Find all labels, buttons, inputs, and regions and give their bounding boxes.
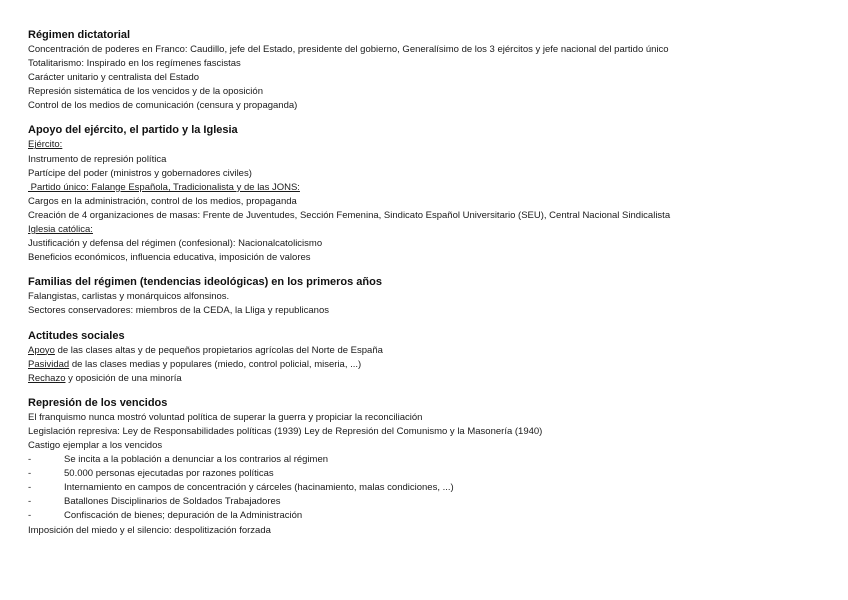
- list-item: [28, 453, 828, 467]
- list-item: [28, 509, 828, 523]
- text-line: Imposición del miedo y el silencio: despolitización forzada: [28, 524, 271, 536]
- text-line: Legislación represiva: Ley de Responsabilidades políticas (1939) Ley de Represión del Comunismo y la Masonería (1940): [28, 425, 543, 437]
- text-line: Cargos en la administración, control de los medios, propaganda: [28, 195, 297, 207]
- subheading: [28, 181, 828, 195]
- text-line: Justificación y defensa del régimen (confesional): Nacionalcatolicismo: [28, 238, 323, 250]
- line-text: de las clases altas y de pequeños propietarios agrícolas del Norte de España: [54, 344, 383, 356]
- subheading-label: Partido único: Falange Española, Tradicionalista y de las JONS:: [28, 181, 300, 193]
- text-line: [28, 358, 828, 372]
- section: [28, 123, 828, 265]
- text-line: [28, 372, 828, 386]
- list-bullet: -: [28, 482, 32, 494]
- section-heading: Actitudes sociales: [28, 329, 125, 342]
- text-line: Castigo ejemplar a los vencidos: [28, 439, 163, 451]
- section: [28, 275, 828, 318]
- section: [28, 28, 828, 113]
- section-heading: Régimen dictatorial: [28, 29, 131, 41]
- section-heading: Familias del régimen (tendencias ideológicas) en los primeros años: [28, 276, 382, 289]
- text-line: Creación de 4 organizaciones de masas: Frente de Juventudes, Sección Femenina, Sindicato Español Universitario (SEU), Central Nacional Sindicalista: [28, 209, 671, 221]
- text-line: Represión sistemática de los vencidos y de la oposición: [28, 86, 263, 98]
- list-item-text: Batallones Disciplinarios de Soldados Trabajadores: [64, 496, 281, 508]
- subheading-label: Iglesia católica:: [28, 224, 93, 236]
- lead-word: Pasividad: [28, 358, 70, 370]
- list-item-text: 50.000 personas ejecutadas por razones políticas: [64, 468, 274, 480]
- list-item-text: Confiscación de bienes; depuración de la Administración: [64, 510, 303, 522]
- section-heading: Apoyo del ejército, el partido y la Iglesia: [28, 124, 238, 137]
- list-item: [28, 481, 828, 495]
- section-heading: Represión de los vencidos: [28, 396, 168, 409]
- document-content: [28, 28, 828, 538]
- text-line: El franquismo nunca mostró voluntad política de superar la guerra y propiciar la reconciliación: [28, 411, 423, 423]
- list-bullet: -: [28, 496, 32, 508]
- subheading: [28, 138, 828, 152]
- list-bullet: -: [28, 468, 32, 480]
- text-line: Sectores conservadores: miembros de la CEDA, la Lliga y republicanos: [28, 305, 329, 317]
- list-item: [28, 495, 828, 509]
- list-item-text: Internamiento en campos de concentración y cárceles (hacinamiento, malas condiciones, ...): [64, 482, 454, 494]
- text-line: Control de los medios de comunicación (censura y propaganda): [28, 100, 298, 112]
- list-bullet: -: [28, 454, 32, 466]
- text-line: Totalitarismo: Inspirado en los regímenes fascistas: [28, 58, 241, 70]
- lead-word: Apoyo: [28, 344, 55, 356]
- line-text: y oposición de una minoría: [65, 372, 182, 384]
- text-line: Carácter unitario y centralista del Estado: [28, 72, 200, 84]
- text-line: Instrumento de represión política: [28, 153, 167, 165]
- text-line: Falangistas, carlistas y monárquicos alfonsinos.: [28, 291, 230, 303]
- line-text: de las clases medias y populares (miedo, control policial, miseria, ...): [69, 358, 362, 370]
- section: [28, 396, 828, 538]
- list-item-text: Se incita a la población a denunciar a los contrarios al régimen: [64, 454, 329, 466]
- lead-word: Rechazo: [28, 372, 66, 384]
- text-line: Concentración de poderes en Franco: Caudillo, jefe del Estado, presidente del gobierno, Generalísimo de los 3 ejércitos y jefe nacional del partido único: [28, 44, 669, 55]
- list-item: [28, 467, 828, 481]
- text-line: Partícipe del poder (ministros y gobernadores civiles): [28, 167, 252, 179]
- text-line: Beneficios económicos, influencia educativa, imposición de valores: [28, 252, 311, 264]
- subheading: [28, 223, 828, 237]
- list-bullet: -: [28, 510, 32, 522]
- section: [28, 329, 828, 386]
- subheading-label: Ejército:: [28, 139, 63, 151]
- text-line: [28, 344, 828, 358]
